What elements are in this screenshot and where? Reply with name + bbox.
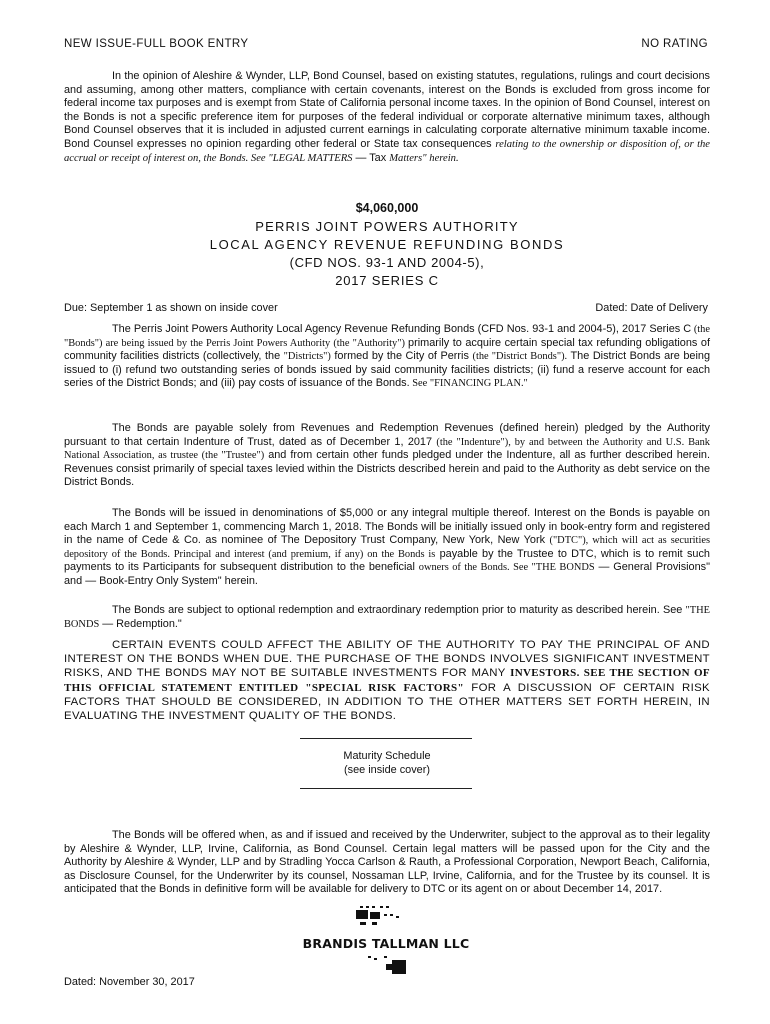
- p4-text-c: — Redemption.": [99, 617, 182, 630]
- offering-paragraph: The Bonds will be offered when, as and if issued and received by the Underwriter, subject to the approval as to their legality by Aleshire & Wynder, LLP, Irvine, California, as Bond Counsel. Certain legal matters will be passed upon for the City and the Authority by Aleshire & Wynder, LLP and by Stradling Yocca Carlson & Rauth, a Professional Corporation, Newport Beach, California, as Disclosure Counsel, for the Underwriter by its counsel, Nossaman LLP, Irvine, California, and for the Trustee by its counsel. It is anticipated that the Bonds in definitive form will be available for delivery to DTC or its agent on or about December 14, 2017.: [64, 829, 710, 896]
- issue-type-label: NEW ISSUE-FULL BOOK ENTRY: [64, 38, 249, 50]
- p3-text-f: — Book-Entry Only System" herein.: [85, 574, 258, 587]
- redemption-paragraph: [64, 604, 710, 631]
- statement-date: Dated: November 30, 2017: [64, 976, 195, 988]
- p3-text-e: — General Provisions" and: [64, 561, 710, 587]
- p4-text-b: "THE BONDS: [64, 605, 710, 630]
- bond-amount: $4,060,000: [355, 201, 419, 215]
- p2-text-a: The Bonds are payable solely from Revenues and Redemption Revenues (defined herein) pledged by the Authority pursuant to that certain Indenture of Trust, dated as of December 1, 2017: [64, 422, 710, 448]
- divider-bottom: [300, 788, 472, 789]
- dated-delivery-label: Dated: Date of Delivery: [595, 302, 708, 314]
- maturity-schedule-note: [64, 749, 710, 777]
- p3-text-c: payable by the Trustee to DTC, which is to remit such payments to its Participants for subsequent distribution to the beneficial: [64, 547, 710, 574]
- p1-text-f: (the "District Bonds").: [472, 351, 568, 363]
- p3-text-a: The Bonds will be issued in denominations of $5,000 or any integral multiple thereof. Interest on the Bonds is payable on each March 1 and September 1, commencing March 1, 2018. The Bonds will be initially issued only in book-entry form and registered in the name of Cede & Co. as nominee of The Depository Trust Company, New York, New York: [64, 507, 710, 547]
- tax-opinion-paragraph: [64, 70, 710, 165]
- risk-text-a: CERTAIN EVENTS COULD AFFECT THE ABILITY OF THE AUTHORITY TO PAY THE PRINCIPAL OF AND INTEREST ON THE BONDS WHEN DUE. THE PURCHASE OF THE BONDS INVOLVES SIGNIFICANT INVESTMENT RISKS, AND THE BONDS MAY NOT BE SUITABLE INVESTMENTS FOR MANY: [64, 639, 710, 680]
- tax-opinion-italic: relating to the ownership or disposition of, or the accrual or receipt of interest on, the Bonds. See "LEGAL MATTERS: [64, 138, 711, 164]
- p2-text-b: (the "Indenture"), by and between the Authority and U.S. Bank National Association, as trustee (the "Trustee"): [64, 436, 711, 462]
- risk-text-b: INVESTORS. SEE THE SECTION OF THIS OFFICIAL STATEMENT ENTITLED "SPECIAL RISK FACTORS": [64, 667, 710, 694]
- rating-label: NO RATING: [641, 38, 708, 50]
- denominations-paragraph: [64, 507, 710, 589]
- p3-text-b: ("DTC"), which will act as securities depository of the Bonds. Principal and interest (and premium, if any) on the Bonds is: [64, 535, 710, 560]
- p2-text-c: and from certain other funds pledged under the Indenture, all as further described herein. Revenues consist primarily of special taxes levied within the Districts described herein and paid to the Authority as debt service on the District Bonds.: [64, 449, 710, 489]
- p1-text-h: See "FINANCING PLAN.": [409, 378, 528, 390]
- bond-series: 2017 SERIES C: [335, 273, 439, 288]
- divider-top: [300, 738, 472, 739]
- p1-text-a: The Perris Joint Powers Authority Local Agency Revenue Refunding Bonds (CFD Nos. 93-1 and 2004-5), 2017 Series C: [112, 323, 692, 335]
- tax-opinion-italic-2: Matters" herein.: [389, 152, 459, 164]
- underwriter-name: BRANDIS TALLMAN LLC: [302, 936, 470, 951]
- bond-title: LOCAL AGENCY REVENUE REFUNDING BONDS: [209, 237, 565, 252]
- p1-text-e: formed by the City of Perris: [330, 350, 473, 363]
- maturity-schedule-title: Maturity Schedule: [343, 750, 431, 762]
- payment-source-paragraph: [64, 422, 710, 490]
- tax-opinion-dash: — Tax: [352, 151, 387, 164]
- p3-text-d: owners of the Bonds. See "THE BONDS: [418, 562, 595, 574]
- tax-opinion-text: In the opinion of Aleshire & Wynder, LLP, Bond Counsel, based on existing statutes, regulations, rulings and court decisions and assuming, among other matters, compliance with certain covenants, interest on the Bonds is excluded from gross income for federal income tax purposes and is exempt from State of California personal income taxes. In the opinion of Bond Counsel, interest on the Bonds is not a specific preference item for purposes of the federal individual or corporate alternative minimum taxes, although Bond Counsel observes that it is included in adjusted current earnings in calculating corporate alternative minimum taxable income. Bond Counsel expresses no opinion regarding other federal or State tax consequences: [64, 70, 710, 150]
- p4-text-a: The Bonds are subject to optional redemption and extraordinary redemption prior to maturity as described herein. See: [112, 604, 686, 616]
- underwriter-logo: [300, 900, 472, 980]
- issuer-title: PERRIS JOINT POWERS AUTHORITY: [255, 219, 519, 234]
- maturity-schedule-reference: (see inside cover): [344, 764, 430, 776]
- due-label: Due: September 1 as shown on inside cover: [64, 302, 278, 314]
- p1-text-d: "Districts"): [283, 351, 331, 363]
- p1-text-c: primarily to acquire certain special tax refunding obligations of community facilities districts (collectively, the: [64, 336, 710, 363]
- p1-text-b: (the "Bonds") are being issued by the Perris Joint Powers Authority (the "Authority"): [64, 324, 710, 349]
- risk-warning-paragraph: [64, 638, 710, 723]
- bond-cfd-line: (CFD NOS. 93-1 AND 2004-5),: [289, 255, 485, 270]
- header-line: [64, 38, 708, 50]
- due-dated-line: [64, 302, 708, 314]
- bonds-description-paragraph: [64, 323, 710, 391]
- p1-text-g: The District Bonds are being issued to (i) refund two outstanding series of bonds issued by said community facilities districts; (ii) fund a reserve account for each series of the District Bonds; and (iii) pay costs of issuance of the Bonds.: [64, 350, 711, 390]
- risk-text-c: FOR A DISCUSSION OF CERTAIN RISK FACTORS THAT SHOULD BE CONSIDERED, IN ADDITION TO THE OTHER MATTERS SET FORTH HEREIN, IN EVALUATING THE INVESTMENT QUALITY OF THE BONDS.: [64, 681, 711, 723]
